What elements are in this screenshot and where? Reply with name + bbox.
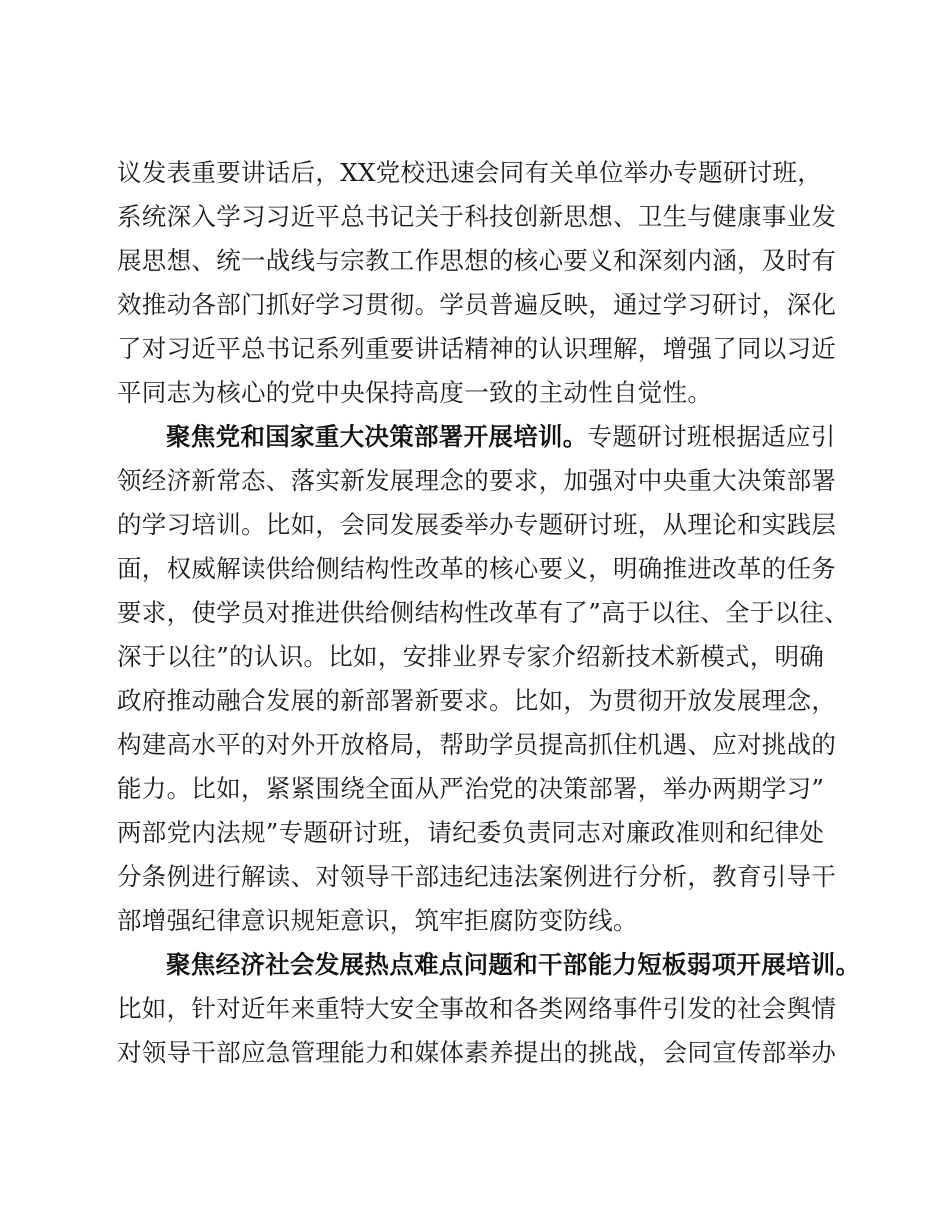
line-text: 深于以往”的认识。比如，安排业界专家介绍新技术新模式，明确 — [117, 642, 825, 671]
paragraph-line — [117, 195, 836, 239]
paragraph-line — [117, 855, 836, 899]
paragraph-line — [117, 239, 836, 283]
line-text: 两部党内法规”专题研讨班，请纪委负责同志对廉政准则和纪律处 — [117, 818, 825, 847]
line-text: 展思想、统一战线与宗教工作思想的核心要义和深刻内涵，及时有 — [117, 246, 837, 275]
line-text: 政府推动融合发展的新部署新要求。比如，为贯彻开放发展理念， — [117, 686, 837, 715]
section-heading: 聚焦经济社会发展热点难点问题和干部能力短板弱项开展培训。 — [166, 950, 861, 979]
paragraph-line — [117, 679, 836, 723]
paragraph-line — [117, 591, 849, 635]
line-text: 平同志为核心的党中央保持高度一致的主动性自觉性。 — [117, 378, 713, 407]
line-text: 分条例进行解读、对领导干部违纪违法案例进行分析，教育引导干 — [117, 862, 837, 891]
paragraph-line — [117, 635, 824, 679]
paragraph-line — [117, 151, 822, 195]
line-text: 比如，针对近年来重特大安全事故和各类网络事件引发的社会舆情 — [117, 994, 837, 1023]
line-text: 面，权威解读供给侧结构性改革的核心要义，明确推进改革的任务 — [117, 554, 837, 583]
section-heading: 聚焦党和国家重大决策部署开展培训。 — [166, 422, 588, 451]
paragraph-line — [117, 987, 836, 1031]
line-text: 的学习培训。比如，会同发展委举办专题研讨班，从理论和实践层 — [117, 510, 837, 539]
paragraph-line — [117, 723, 836, 767]
section-heading-line — [166, 943, 860, 987]
line-text: 构建高水平的对外开放格局，帮助学员提高抓住机遇、应对挑战的 — [117, 730, 837, 759]
paragraph-line — [117, 283, 836, 327]
line-text: 系统深入学习习近平总书记关于科技创新思想、卫生与健康事业发 — [117, 202, 837, 231]
paragraph-line — [117, 811, 824, 855]
paragraph-line — [117, 371, 712, 415]
line-text: 议发表重要讲话后，XX党校迅速会同有关单位举办专题研讨班， — [117, 158, 823, 187]
line-text: 专题研讨班根据适应引 — [587, 422, 836, 451]
line-text: 领经济新常态、落实新发展理念的要求，加强对中央重大决策部署 — [117, 466, 837, 495]
paragraph-line — [117, 767, 824, 811]
line-text: 了对习近平总书记系列重要讲话精神的认识理解，增强了同以习近 — [117, 334, 837, 363]
line-text: 能力。比如，紧紧围绕全面从严治党的决策部署，举办两期学习” — [117, 774, 825, 803]
paragraph-line — [117, 547, 836, 591]
line-text: 对领导干部应急管理能力和媒体素养提出的挑战，会同宣传部举办 — [117, 1038, 837, 1067]
line-text: 部增强纪律意识规矩意识，筑牢拒腐防变防线。 — [117, 906, 638, 935]
section-heading-line — [166, 415, 836, 459]
line-text: 要求，使学员对推进供给侧结构性改革有了”高于以往、全于以往、 — [117, 598, 850, 627]
paragraph-line — [117, 503, 836, 547]
line-text: 效推动各部门抓好学习贯彻。学员普遍反映，通过学习研讨，深化 — [117, 290, 837, 319]
paragraph-line — [117, 899, 638, 943]
paragraph-line — [117, 1031, 836, 1075]
paragraph-line — [117, 327, 836, 371]
paragraph-line — [117, 459, 836, 503]
